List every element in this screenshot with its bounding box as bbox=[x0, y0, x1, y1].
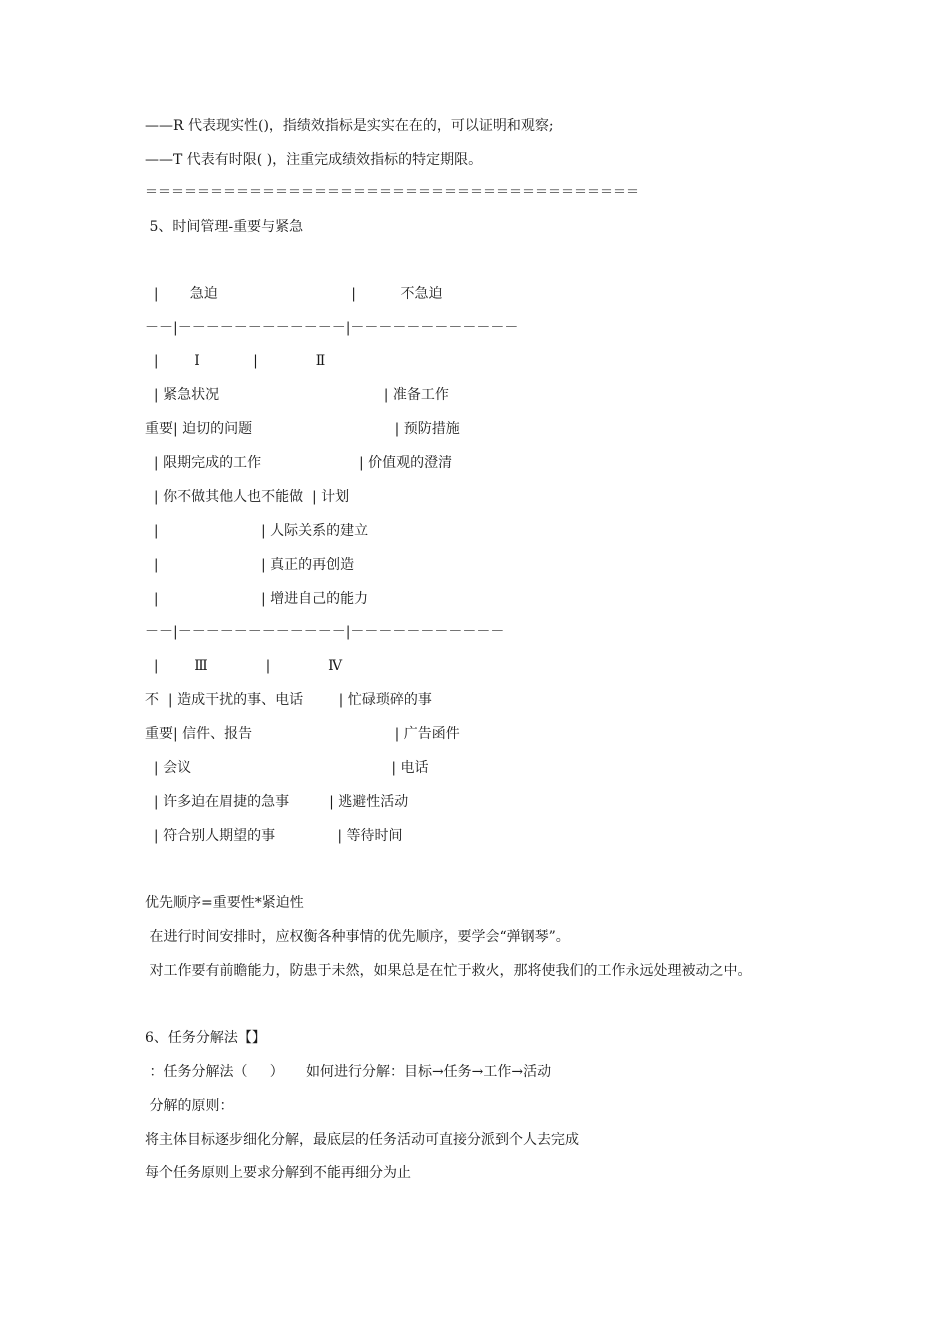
matrix-row: | 限期完成的工作 | 价值观的澄清 bbox=[145, 455, 453, 471]
quadrant-labels-top: | Ⅰ | Ⅱ bbox=[145, 353, 326, 369]
matrix-row: 重要| 迫切的问题 | 预防措施 bbox=[145, 421, 460, 437]
matrix-row: | | 真正的再创造 bbox=[145, 557, 355, 573]
principles-title: 分解的原则： bbox=[145, 1098, 234, 1114]
principle-1: 将主体目标逐步细化分解，最底层的任务活动可直接分派到个人去完成 bbox=[145, 1132, 579, 1148]
task-breakdown-definition: ：任务分解法（ ） 如何进行分解：目标→任务→工作→活动 bbox=[145, 1064, 552, 1080]
matrix-row: | 紧急状况 | 准备工作 bbox=[145, 387, 449, 403]
matrix-row: 不 | 造成干扰的事、电话 | 忙碌琐碎的事 bbox=[145, 692, 432, 708]
matrix-row: | | 增进自己的能力 bbox=[145, 591, 369, 607]
time-note-1: 在进行时间安排时，应权衡各种事情的优先顺序，要学会“弹钢琴”。 bbox=[145, 929, 570, 945]
section6-heading: 6、任务分解法【】 bbox=[145, 1030, 266, 1046]
priority-formula: 优先顺序=重要性*紧迫性 bbox=[145, 895, 304, 911]
section5-heading: 5、时间管理-重要与紧急 bbox=[145, 219, 304, 235]
time-note-2: 对工作要有前瞻能力，防患于未然，如果总是在忙于救火，那将使我们的工作永远处理被动之中。 bbox=[145, 963, 752, 979]
matrix-divider-mid: －－|－－－－－－－－－－－－|－－－－－－－－－－－ bbox=[145, 624, 505, 640]
smart-r-line: ——R 代表现实性()，指绩效指标是实实在在的，可以证明和观察; bbox=[145, 118, 554, 134]
matrix-divider-top: －－|－－－－－－－－－－－－|－－－－－－－－－－－－ bbox=[145, 320, 519, 336]
quadrant-labels-bottom: | Ⅲ | Ⅳ bbox=[145, 658, 343, 674]
matrix-header: | 急迫 | 不急迫 bbox=[145, 286, 443, 302]
matrix-row: | 许多迫在眉捷的急事 | 逃避性活动 bbox=[145, 794, 409, 810]
matrix-row: | 你不做其他人也不能做 | 计划 bbox=[145, 489, 350, 505]
matrix-row: | | 人际关系的建立 bbox=[145, 523, 369, 539]
principle-2: 每个任务原则上要求分解到不能再细分为止 bbox=[145, 1165, 411, 1181]
matrix-row: 重要| 信件、报告 | 广告函件 bbox=[145, 726, 460, 742]
matrix-row: | 会议 | 电话 bbox=[145, 760, 429, 776]
smart-t-line: ——T 代表有时限( )，注重完成绩效指标的特定期限。 bbox=[145, 152, 483, 168]
matrix-row: | 符合别人期望的事 | 等待时间 bbox=[145, 828, 403, 844]
separator-rule: ＝＝＝＝＝＝＝＝＝＝＝＝＝＝＝＝＝＝＝＝＝＝＝＝＝＝＝＝＝＝＝＝＝＝＝＝＝＝ bbox=[145, 185, 640, 200]
